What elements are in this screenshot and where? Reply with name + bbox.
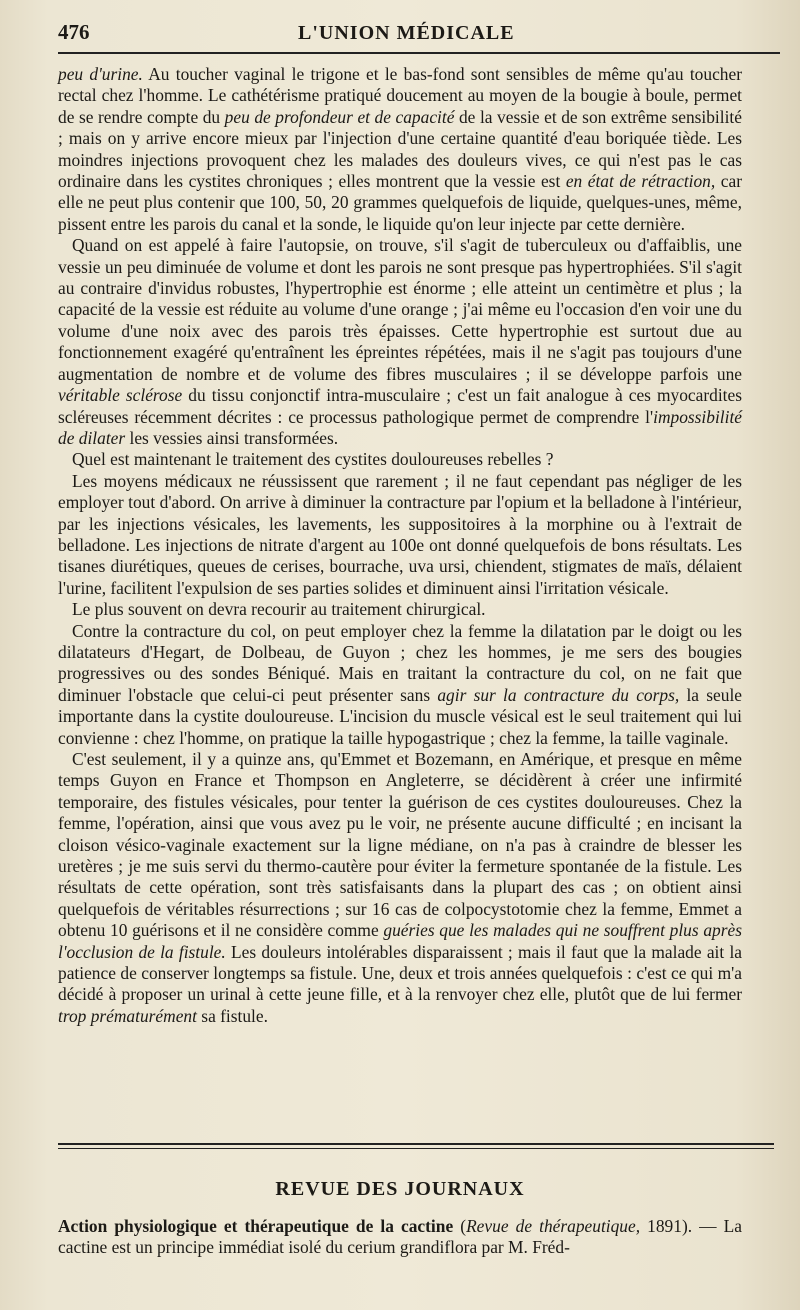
paragraph-text: car elle ne peut plus contenir que 100, 50, 20 grammes quelquefois de liquide, quelques-unes, même, pissent entre les parois du canal et la sonde, le liquide qu'on leur injecte par cette dernière.: [58, 171, 742, 234]
italic-text: peu de profondeur et de capacité: [224, 106, 455, 127]
header-rule: [58, 52, 780, 54]
article-body: [58, 64, 742, 1027]
paragraph-text: Quel est maintenant le traitement des cystites douloureuses rebelles ?: [72, 449, 554, 470]
body-paragraph: [58, 449, 742, 470]
italic-text: guéries que les malades qui ne souffrent plus après l'occlusion de la fistule.: [58, 920, 742, 962]
abstract-article-title: Action physiologique et thérapeutique de la cactine: [58, 1216, 454, 1236]
page-header: [58, 18, 776, 52]
paragraph-text: sa fistule.: [196, 1005, 268, 1026]
italic-text: en état de rétraction,: [565, 171, 716, 192]
page-number: 476: [58, 20, 90, 44]
paragraph-text: les vessies ainsi transformées.: [125, 427, 339, 448]
paragraph-text: de la vessie et de son extrême sensibilité ; mais on y arrive encore mieux par l'injection d'une certaine quantité d'eau boriquée tiède. Les moindres injections provoquent chez les malades des douleurs vives, ce qui n'est pas le cas ordinaire dans les cystites chroniques ; elles montrent que la vessie est: [58, 106, 742, 192]
journal-abstract: [58, 1216, 742, 1259]
paragraph-text: Contre la contracture du col, on peut employer chez la femme la dilatation par le doigt ou les dilatateurs d'Hegart, de Dolbeau, de Guyon ; chez les hommes, je me sers des bougies progressives ou des sondes Béniqué. Mais en traitant la contracture du col, on ne fait que diminuer l'obstacle que celui-ci peut présenter sans: [58, 620, 742, 705]
paragraph-text: Quand on est appelé à faire l'autopsie, on trouve, s'il s'agit de tuberculeux ou d'affaiblis, une vessie un peu diminuée de volume et dont les parois ne sont presque pas hypertrophiées. S'il s'agit au contraire d'invidus robustes, l'hypertrophie est énorme ; elle atteint un centimètre et plus ; la capacité de la vessie est réduite au volume d'une orange ; j'ai même eu l'occasion d'en voir une du volume d'une noix avec des parois très épaisses. Cette hypertrophie est surtout due au fonctionnement exagéré qu'entraînent les épreintes répétées, mais il ne s'agit pas toujours d'une augmentation de nombre et de volume des fibres musculaires ; il se développe parfois une: [58, 235, 742, 384]
paragraph-text: du tissu conjonctif intra-musculaire ; c'est un fait analogue à ces myocardites scléreuses récemment décrites : ce processus pathologique permet de comprendre l': [58, 385, 742, 427]
section-divider: [58, 1143, 774, 1149]
italic-text: peu d'urine.: [58, 64, 143, 84]
body-paragraph: [58, 599, 742, 620]
italic-text: agir sur la contracture du corps,: [437, 684, 680, 705]
paragraph-text: Le plus souvent on devra recourir au traitement chirurgical.: [72, 599, 486, 620]
italic-text: impossibilité de dilater: [58, 406, 742, 448]
body-paragraph: [58, 749, 742, 1027]
abstract-open-paren: (: [453, 1216, 467, 1236]
section-title: REVUE DES JOURNAUX: [275, 1178, 525, 1200]
abstract-source: Revue de thérapeutique,: [466, 1216, 641, 1236]
running-title: L'UNION MÉDICALE: [298, 22, 515, 44]
abstract-year: 1891).: [640, 1216, 693, 1236]
italic-text: trop prématurément: [58, 1005, 197, 1026]
body-paragraph: [58, 235, 742, 449]
body-paragraph: [58, 471, 742, 599]
paragraph-text: Au toucher vaginal le trigone et le bas-fond sont sensibles de même qu'au toucher rectal chez l'homme. Le cathétérisme pratiqué doucement au moyen de la bougie à boule, permet de se rendre compte du: [58, 64, 743, 127]
paragraph-text: la seule importante dans la cystite douloureuse. L'incision du muscle vésical est le seul traitement qui lui convienne : chez l'homme, on pratique la taille hypogastrique ; chez la femme, la taille vaginale.: [58, 684, 742, 748]
body-paragraph: [58, 64, 742, 235]
paragraph-text: C'est seulement, il y a quinze ans, qu'Emmet et Bozemann, en Amérique, et presque en même temps Guyon en France et Thompson en Angleterre, se décidèrent à créer une infirmité temporaire, des fistules vésicales, pour tenter la guérison de ces cystites douloureuses. Chez la femme, l'opération, ainsi que vous avez pu le voir, ne présente aucune difficulté ; en incisant la cloison vésico-vaginale exactement sur la ligne médiane, on n'a pas à craindre de blesser les uretères ; je me suis servi du thermo-cautère pour éviter la fermeture spontanée de la fistule. Les résultats de cette opération, sont très satisfaisants dans la plupart des cas ; on obtient ainsi quelquefois de véritables résurrections ; sur 16 cas de colpocystotomie chez la femme, Emmet a obtenu 10 guérisons et il ne considère comme: [58, 749, 742, 941]
paragraph-text: Les douleurs intolérables disparaissent ; mais il faut que la malade ait la patience de conserver longtemps sa fistule. Une, deux et trois années quelquefois : c'est ce qui m'a décidé à proposer un urinal à cette jeune fille, et à la renvoyer chez elle, plutôt que de lui fermer: [58, 941, 742, 1005]
italic-text: véritable sclérose: [58, 385, 183, 406]
abstract-text: — La cactine est un principe immédiat isolé du cerium grandiflora par M. Fréd-: [58, 1216, 743, 1258]
paragraph-text: Les moyens médicaux ne réussissent que rarement ; il ne faut cependant pas négliger de les employer tout d'abord. On arrive à diminuer la contracture par l'opium et la belladone à l'intérieur, par les injections vésicales, les lavements, les suppositoires à la morphine ou à l'extrait de belladone. Les injections de nitrate d'argent au 100e ont donné quelquefois de bons résultats. Les tisanes diurétiques, queues de cerises, bourrache, uva ursi, chiendent, stigmates de maïs, délaient l'urine, facilitent l'expulsion de ses parties solides et diminuent ainsi l'irritation vésicale.: [58, 470, 742, 598]
body-paragraph: [58, 621, 742, 749]
